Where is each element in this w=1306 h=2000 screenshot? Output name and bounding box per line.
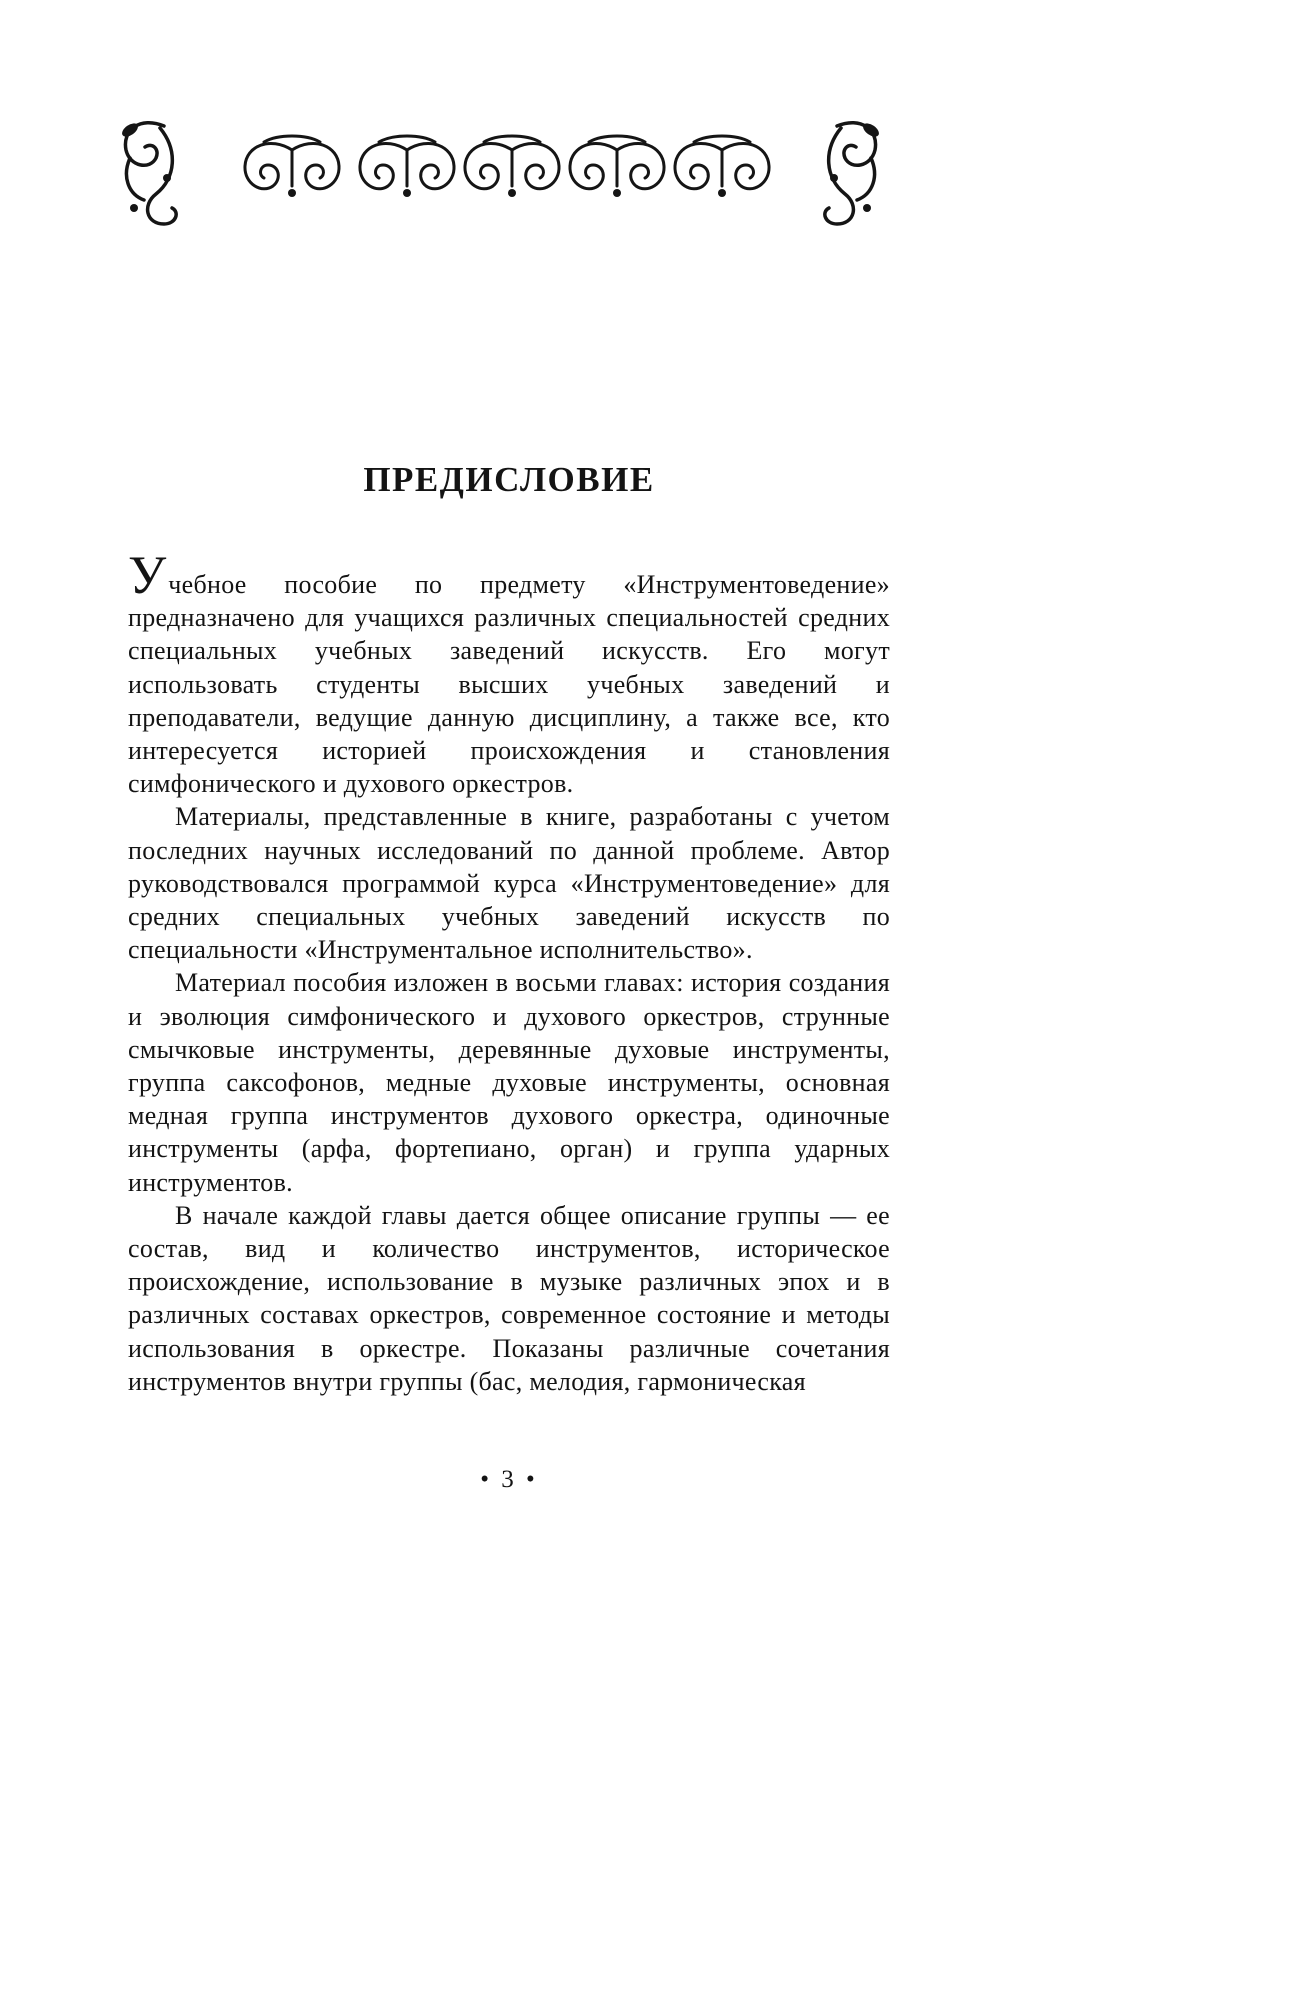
paragraph-1-text: чебное пособие по предмету «Инструментоведение» предназначено для учащихся различных специальностей средних специальных учебных заведений искусств. Его могут использовать студенты высших учебных заведений и преподаватели, ведущие данную дисциплину, а также все, кто интересуется историей происхождения и становления симфонического и духового оркестров. <box>128 570 890 799</box>
paragraph-2: Материалы, представленные в книге, разработаны с учетом последних научных исследований по данной проблеме. Автор руководствовался программой курса «Инструментоведение» для средних специальных учебных заведений искусств по специальности «Инструментальное исполнительство». <box>128 802 890 965</box>
paragraph-3: Материал пособия изложен в восьми главах: история создания и эволюция симфонического и духового оркестров, струнные смычковые инструменты, деревянные духовые инструменты, группа саксофонов, медные духовые инструменты, основная медная группа инструментов духового оркестра, одиночные инструменты (арфа, фортепиано, орган) и группа ударных инструментов. <box>128 968 890 1197</box>
page-number: • 3 • <box>480 1466 538 1493</box>
body-text <box>128 545 890 1398</box>
paragraph-1 <box>128 545 890 800</box>
paragraph-4: В начале каждой главы дается общее описание группы — ее состав, вид и количество инструментов, историческое происхождение, использование в музыке различных эпох и в различных составах оркестров, современное состояние и методы использования в оркестре. Показаны различные сочетания инструментов внутри группы (бас, мелодия, гармоническая <box>128 1200 890 1396</box>
page-title: ПРЕДИСЛОВИЕ <box>363 460 655 499</box>
floral-scroll-ornament-icon <box>118 112 883 232</box>
dropcap-initial: У <box>128 545 167 605</box>
